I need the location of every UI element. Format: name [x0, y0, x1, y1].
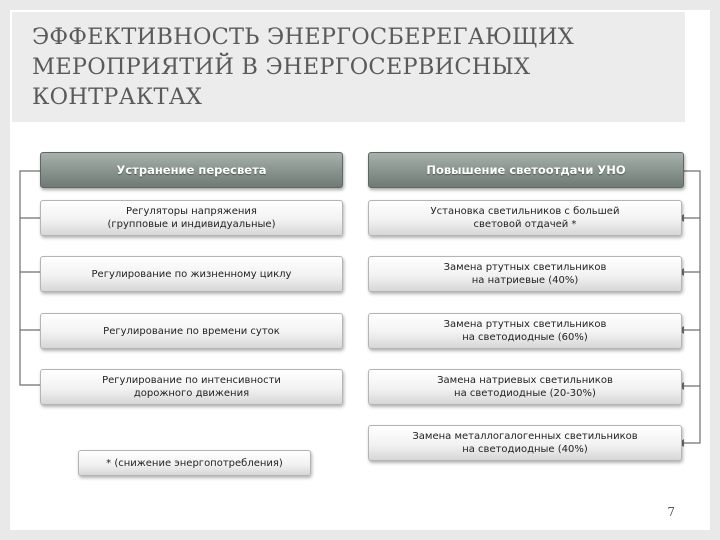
- footnote-energy-reduction: * (снижение энергопотребления): [78, 450, 311, 476]
- left-item-traffic-regulation: Регулирование по интенсивности дорожного движения: [40, 369, 343, 405]
- slide-title: ЭФФЕКТИВНОСТЬ ЭНЕРГОСБЕРЕГАЮЩИХ МЕРОПРИЯТИЙ В ЭНЕРГОСЕРВИСНЫХ КОНТРАКТАХ: [32, 24, 574, 110]
- right-header-box: Повышение светоотдачи УНО: [368, 152, 684, 188]
- left-header-box: Устранение пересвета: [40, 152, 343, 188]
- right-item-high-efficacy-luminaires: Установка светильников с большей световой отдачей *: [368, 200, 682, 236]
- right-connector-trunk: [682, 171, 700, 443]
- left-item-time-of-day-regulation: Регулирование по времени суток: [40, 313, 343, 349]
- left-item-voltage-regulators: Регуляторы напряжения (групповые и индивидуальные): [40, 200, 343, 236]
- right-item-mercury-to-led: Замена ртутных светильников на светодиодные (60%): [368, 313, 682, 349]
- right-item-sodium-to-led: Замена натриевых светильников на светодиодные (20-30%): [368, 369, 682, 405]
- page-number: 7: [667, 505, 675, 519]
- right-item-mercury-to-sodium: Замена ртутных светильников на натриевые (40%): [368, 256, 682, 292]
- left-item-lifecycle-regulation: Регулирование по жизненному циклу: [40, 256, 343, 292]
- right-item-metal-halide-to-led: Замена металлогалогенных светильников на светодиодные (40%): [368, 425, 682, 461]
- left-connector-trunk: [20, 171, 40, 385]
